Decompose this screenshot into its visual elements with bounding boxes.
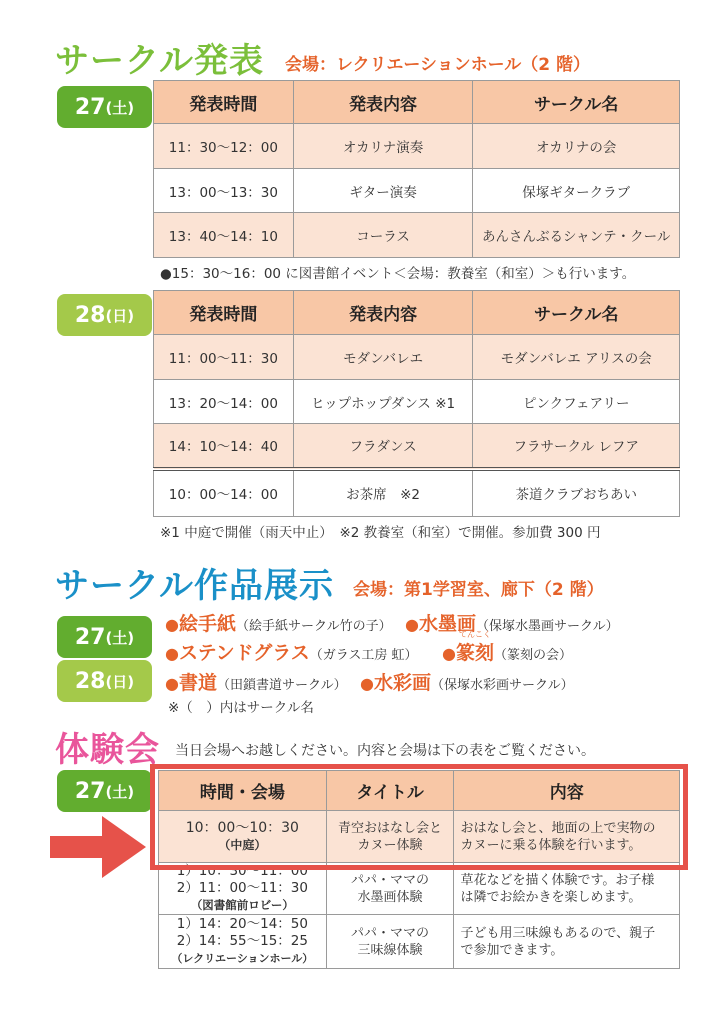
time-text: 2）14：55～15：25 (176, 933, 308, 949)
bullet-icon: ● (442, 644, 456, 663)
exhibit-circle: （ガラス工房 虹） (309, 648, 418, 663)
day-badge-28-exhibition (57, 660, 152, 702)
exhibit-item (360, 668, 574, 695)
day-of-week: (日) (105, 672, 135, 691)
exhibit-name: 書道 (178, 672, 217, 694)
circle-cell: オカリナの会 (473, 124, 680, 169)
table-row (154, 335, 680, 380)
day-of-week: (土) (105, 98, 135, 117)
desc-line: で参加できます。 (460, 942, 564, 958)
table-row (159, 863, 680, 915)
day-of-week: (土) (105, 782, 135, 801)
col-header-time-place: 時間・会場 (159, 771, 327, 811)
section-title-presentation: サークル発表 (55, 41, 264, 81)
circle-cell: ピンクフェアリー (473, 380, 680, 424)
desc-line: は隣でお絵かきを楽しめます。 (460, 889, 642, 905)
exhibition-venue: 会場：第1学習室、廊下（2 階） (353, 580, 604, 600)
exhibit-circle: （保塚水墨画サークル） (475, 619, 619, 634)
presentation-note-27: ●15：30～16：00 に図書館イベント＜会場：教養室（和室）＞も行います。 (160, 266, 636, 282)
time-cell: 10：00～14：00 (154, 469, 294, 517)
table-row (154, 469, 680, 517)
title-line: 青空おはなし会と (338, 820, 443, 836)
title-cell (326, 863, 454, 915)
circle-cell: フラサークル レフア (473, 424, 680, 469)
exhibit-item (442, 638, 572, 665)
circle-cell: 保塚ギタークラブ (473, 169, 680, 213)
title-line: 三味線体験 (357, 942, 423, 958)
day-number: 27 (74, 94, 106, 120)
exhibit-ruby: てんこく (459, 630, 491, 639)
time-cell: 13：00～13：30 (154, 169, 294, 213)
table-row (154, 213, 680, 258)
presentation-venue: 会場：レクリエーションホール（2 階） (285, 55, 591, 75)
place-text: （中庭） (218, 837, 267, 852)
col-header-time: 発表時間 (154, 81, 294, 124)
col-header-content: 発表内容 (293, 81, 473, 124)
desc-line: 草花などを描く体験です。お子様 (460, 872, 655, 888)
col-header-time: 発表時間 (154, 291, 294, 335)
presentation-table-27 (153, 80, 680, 258)
col-header-content: 発表内容 (293, 291, 473, 335)
bullet-icon: ● (165, 674, 179, 693)
exhibit-item (165, 668, 347, 695)
exhibit-circle: （保塚水彩画サークル） (430, 678, 574, 693)
experience-intro: 当日会場へお越しください。内容と会場は下の表をご覧ください。 (175, 743, 595, 759)
time-text: 2）11：00～11：30 (176, 880, 308, 896)
section-title-exhibition: サークル作品展示 (55, 566, 334, 606)
time-cell: 13：20～14：00 (154, 380, 294, 424)
bullet-icon: ● (360, 674, 374, 693)
place-text: （レクリエーションホール） (171, 952, 314, 965)
title-line: パパ・ママの (351, 925, 430, 941)
exhibition-note: ※（ ）内はサークル名 (168, 700, 314, 716)
presentation-note-28: ※1 中庭で開催（雨天中止） ※2 教養室（和室）で開催。参加費 300 円 (160, 525, 601, 541)
content-cell: ヒップホップダンス ※1 (293, 380, 473, 424)
exhibit-name: 絵手紙 (178, 613, 236, 635)
content-cell: モダンバレエ (293, 335, 473, 380)
exhibit-circle: （田鎖書道サークル） (216, 678, 347, 693)
col-header-content: 内容 (454, 771, 680, 811)
exhibit-item (165, 638, 417, 665)
day-number: 28 (74, 302, 106, 328)
desc-line: おはなし会と、地面の上で実物の (460, 820, 656, 836)
title-line: 水墨画体験 (357, 889, 423, 905)
arrow-right-icon (50, 812, 150, 882)
table-row (154, 380, 680, 424)
time-text: 1）10：30～11：00 (176, 863, 308, 879)
presentation-table-28 (153, 290, 680, 517)
day-number: 27 (74, 778, 106, 804)
day-number: 28 (74, 668, 106, 694)
col-header-title: タイトル (326, 771, 454, 811)
exhibit-item (405, 609, 619, 636)
time-place-cell (159, 915, 327, 969)
time-text: 10：00～10：30 (185, 819, 299, 836)
content-cell: ギター演奏 (293, 169, 473, 213)
exhibit-name: 水彩画 (373, 672, 431, 694)
title-cell (326, 915, 454, 969)
time-cell: 11：00～11：30 (154, 335, 294, 380)
title-line: カヌー体験 (357, 837, 423, 853)
desc-cell (454, 915, 680, 969)
day-of-week: (土) (105, 628, 135, 647)
table-row (159, 915, 680, 969)
desc-line: カヌーに乗る体験を行います。 (460, 837, 642, 853)
exhibit-circle: （絵手紙サークル竹の子） (235, 619, 392, 634)
section-title-experience: 体験会 (55, 730, 160, 770)
content-cell: お茶席 ※2 (293, 469, 473, 517)
exhibit-item (165, 609, 392, 636)
bullet-icon: ● (165, 615, 179, 634)
day-of-week: (日) (105, 306, 135, 325)
title-line: パパ・ママの (351, 872, 430, 888)
day-badge-27-experience (57, 770, 152, 812)
exhibit-name: ステンドグラス (178, 642, 310, 664)
content-cell: フラダンス (293, 424, 473, 469)
table-row (154, 124, 680, 169)
time-cell: 11：30～12：00 (154, 124, 294, 169)
day-badge-27-presentation (57, 86, 152, 128)
day-badge-27-exhibition (57, 616, 152, 658)
circle-cell: 茶道クラブおちあい (473, 469, 680, 517)
highlight-box (150, 764, 688, 870)
time-cell: 14：10～14：40 (154, 424, 294, 469)
col-header-circle: サークル名 (473, 291, 680, 335)
desc-line: 子ども用三味線もあるので、親子 (460, 925, 656, 941)
col-header-circle: サークル名 (473, 81, 680, 124)
exhibit-circle: （篆刻の会） (493, 648, 572, 663)
content-cell: コーラス (293, 213, 473, 258)
circle-cell: あんさんぶるシャンテ・クール (473, 213, 680, 258)
time-place-cell (159, 863, 327, 915)
bullet-icon: ● (405, 615, 419, 634)
content-cell: オカリナ演奏 (293, 124, 473, 169)
time-text: 1）14：20～14：50 (176, 916, 308, 932)
circle-cell: モダンバレエ アリスの会 (473, 335, 680, 380)
table-row (154, 424, 680, 469)
table-row (154, 169, 680, 213)
exhibit-name: 篆刻 (455, 642, 494, 664)
bullet-icon: ● (165, 644, 179, 663)
desc-cell (454, 863, 680, 915)
day-badge-28-presentation (57, 294, 152, 336)
place-text: （図書館前ロビー） (190, 898, 294, 912)
exhibit-name: 水墨画 (418, 613, 476, 635)
time-cell: 13：40～14：10 (154, 213, 294, 258)
day-number: 27 (74, 624, 106, 650)
